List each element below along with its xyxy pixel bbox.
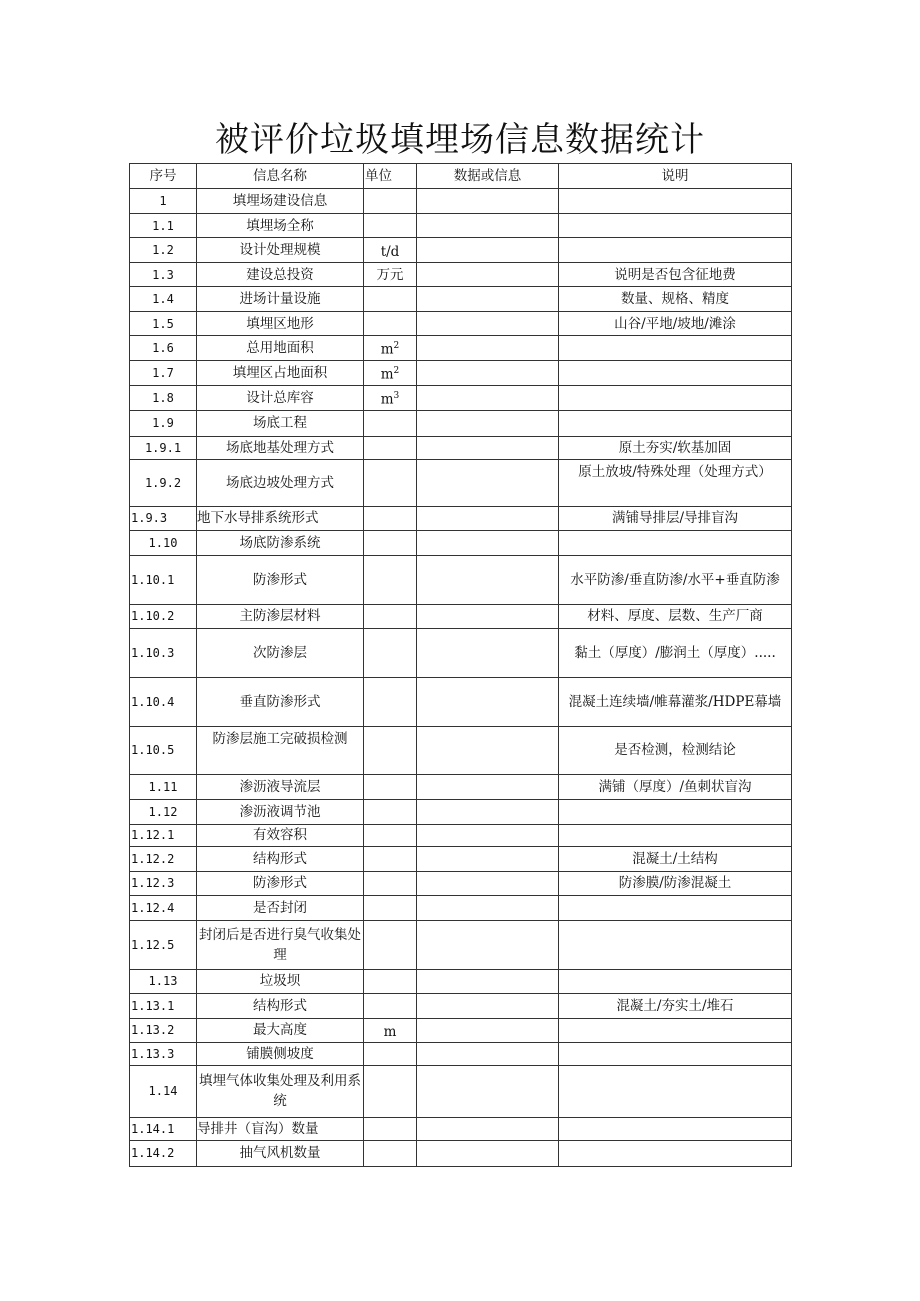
name-cell: 主防渗层材料 <box>197 604 364 628</box>
note-cell: 满铺导排层/导排盲沟 <box>559 506 792 530</box>
name-cell: 封闭后是否进行臭气收集处理 <box>197 920 364 969</box>
note-cell <box>559 1042 792 1065</box>
table-row <box>130 895 792 920</box>
seq-cell: 1.13 <box>130 969 197 993</box>
name-cell: 次防渗层 <box>197 628 364 677</box>
data-cell <box>417 555 559 604</box>
data-cell <box>417 530 559 555</box>
unit-cell <box>364 506 417 530</box>
unit-superscript: 3 <box>393 390 400 401</box>
seq-cell: 1.2 <box>130 238 197 263</box>
unit-cell <box>364 530 417 555</box>
unit-cell <box>364 189 417 214</box>
seq-cell: 1.7 <box>130 361 197 386</box>
unit-cell <box>364 895 417 920</box>
note-cell <box>559 189 792 214</box>
unit-cell <box>364 969 417 993</box>
name-cell: 场底工程 <box>197 410 364 436</box>
note-cell <box>559 336 792 361</box>
note-cell: 混凝土连续墙/帷幕灌浆/HDPE幕墙 <box>559 677 792 726</box>
unit-cell <box>364 799 417 824</box>
unit-cell <box>364 846 417 871</box>
unit-cell <box>364 410 417 436</box>
seq-cell: 1.9.3 <box>130 506 197 530</box>
table-row <box>130 824 792 846</box>
name-cell: 建设总投资 <box>197 263 364 287</box>
table-row <box>130 214 792 238</box>
data-cell <box>417 238 559 263</box>
seq-cell: 1.10.2 <box>130 604 197 628</box>
table-row <box>130 336 792 361</box>
data-cell <box>417 604 559 628</box>
seq-cell: 1.1 <box>130 214 197 238</box>
table-row <box>130 1065 792 1117</box>
unit-cell <box>364 871 417 895</box>
table-row <box>130 871 792 895</box>
unit-cell <box>364 436 417 459</box>
name-cell: 导排井（盲沟）数量 <box>197 1117 364 1140</box>
table-row <box>130 799 792 824</box>
name-cell: 有效容积 <box>197 824 364 846</box>
note-cell: 黏土（厚度）/膨润土（厚度）..... <box>559 628 792 677</box>
note-cell <box>559 385 792 410</box>
data-cell <box>417 361 559 386</box>
seq-cell: 1.10.1 <box>130 555 197 604</box>
unit-cell <box>364 677 417 726</box>
note-cell: 混凝土/土结构 <box>559 846 792 871</box>
data-cell <box>417 1140 559 1166</box>
data-cell <box>417 410 559 436</box>
seq-cell: 1.4 <box>130 287 197 312</box>
name-cell: 结构形式 <box>197 993 364 1018</box>
page-title: 被评价垃圾填埋场信息数据统计 <box>215 120 705 160</box>
table-row <box>130 189 792 214</box>
name-cell: 防渗形式 <box>197 871 364 895</box>
unit-cell <box>364 604 417 628</box>
note-cell <box>559 530 792 555</box>
data-cell <box>417 287 559 312</box>
table-row <box>130 677 792 726</box>
data-cell <box>417 436 559 459</box>
data-cell <box>417 1065 559 1117</box>
table-row <box>130 604 792 628</box>
note-cell <box>559 1140 792 1166</box>
table-row <box>130 555 792 604</box>
seq-cell: 1.10 <box>130 530 197 555</box>
unit-cell <box>364 1018 417 1042</box>
data-cell <box>417 214 559 238</box>
note-cell <box>559 410 792 436</box>
table-row <box>130 1042 792 1065</box>
data-cell <box>417 1018 559 1042</box>
unit-cell <box>364 920 417 969</box>
data-cell <box>417 726 559 774</box>
table-row <box>130 1117 792 1140</box>
table-row <box>130 1018 792 1042</box>
unit-cell <box>364 361 417 386</box>
seq-cell: 1.14.2 <box>130 1140 197 1166</box>
note-cell <box>559 969 792 993</box>
name-cell: 防渗形式 <box>197 555 364 604</box>
unit-cell <box>364 774 417 799</box>
unit-text: m <box>380 366 394 383</box>
unit-cell <box>364 312 417 336</box>
data-cell <box>417 969 559 993</box>
note-cell: 水平防渗/垂直防渗/水平+垂直防渗 <box>559 555 792 604</box>
table-row <box>130 459 792 506</box>
name-cell: 填埋气体收集处理及利用系统 <box>197 1065 364 1117</box>
note-cell: 数量、规格、精度 <box>559 287 792 312</box>
table-row <box>130 361 792 386</box>
unit-text: t/d <box>380 244 400 260</box>
data-cell <box>417 846 559 871</box>
name-cell: 场底边坡处理方式 <box>197 459 364 506</box>
table-row <box>130 506 792 530</box>
note-cell: 说明是否包含征地费 <box>559 263 792 287</box>
data-cell <box>417 677 559 726</box>
unit-cell <box>364 287 417 312</box>
note-cell: 材料、厚度、层数、生产厂商 <box>559 604 792 628</box>
note-cell <box>559 214 792 238</box>
name-cell: 进场计量设施 <box>197 287 364 312</box>
unit-cell <box>364 1117 417 1140</box>
seq-cell: 1.9 <box>130 410 197 436</box>
unit-cell <box>364 385 417 410</box>
seq-cell: 1.9.1 <box>130 436 197 459</box>
table-row <box>130 846 792 871</box>
unit-cell <box>364 555 417 604</box>
seq-cell: 1.12 <box>130 799 197 824</box>
name-cell: 最大高度 <box>197 1018 364 1042</box>
note-cell: 是否检测，检测结论 <box>559 726 792 774</box>
unit-text: m <box>383 1023 397 1040</box>
seq-cell: 1.5 <box>130 312 197 336</box>
data-cell <box>417 336 559 361</box>
data-cell <box>417 628 559 677</box>
name-cell: 结构形式 <box>197 846 364 871</box>
table-row <box>130 969 792 993</box>
unit-cell <box>364 726 417 774</box>
name-cell: 地下水导排系统形式 <box>197 506 364 530</box>
seq-cell: 1.12.3 <box>130 871 197 895</box>
table-row <box>130 436 792 459</box>
name-cell: 场底地基处理方式 <box>197 436 364 459</box>
table-row <box>130 263 792 287</box>
name-cell: 填埋区地形 <box>197 312 364 336</box>
seq-cell: 1.13.2 <box>130 1018 197 1042</box>
name-cell: 填埋区占地面积 <box>197 361 364 386</box>
note-cell <box>559 824 792 846</box>
name-cell: 设计总库容 <box>197 385 364 410</box>
header-note: 说明 <box>559 164 792 189</box>
info-table <box>129 163 792 1167</box>
name-cell: 垃圾坝 <box>197 969 364 993</box>
seq-cell: 1.14 <box>130 1065 197 1117</box>
name-cell: 垂直防渗形式 <box>197 677 364 726</box>
unit-superscript: 2 <box>393 366 400 376</box>
name-cell: 总用地面积 <box>197 336 364 361</box>
name-cell: 填埋场全称 <box>197 214 364 238</box>
unit-cell <box>364 263 417 287</box>
table-row <box>130 287 792 312</box>
seq-cell: 1.12.2 <box>130 846 197 871</box>
table-row <box>130 312 792 336</box>
data-cell <box>417 920 559 969</box>
name-cell: 渗沥液导流层 <box>197 774 364 799</box>
seq-cell: 1.11 <box>130 774 197 799</box>
data-cell <box>417 1117 559 1140</box>
header-unit: 单位 <box>364 164 417 189</box>
seq-cell: 1.10.3 <box>130 628 197 677</box>
data-cell <box>417 824 559 846</box>
data-cell <box>417 871 559 895</box>
note-cell <box>559 238 792 263</box>
note-cell <box>559 361 792 386</box>
table-row <box>130 628 792 677</box>
data-cell <box>417 189 559 214</box>
name-cell: 铺膜侧坡度 <box>197 1042 364 1065</box>
name-cell: 填埋场建设信息 <box>197 189 364 214</box>
note-cell <box>559 1065 792 1117</box>
seq-cell: 1.13.3 <box>130 1042 197 1065</box>
note-cell: 防渗膜/防渗混凝土 <box>559 871 792 895</box>
data-cell <box>417 506 559 530</box>
data-cell <box>417 312 559 336</box>
data-cell <box>417 895 559 920</box>
seq-cell: 1.12.4 <box>130 895 197 920</box>
unit-cell <box>364 824 417 846</box>
seq-cell: 1.9.2 <box>130 459 197 506</box>
note-cell: 满铺（厚度）/鱼刺状盲沟 <box>559 774 792 799</box>
seq-cell: 1.8 <box>130 385 197 410</box>
unit-text: 万元 <box>376 266 404 283</box>
header-data: 数据或信息 <box>417 164 559 189</box>
name-cell: 设计处理规模 <box>197 238 364 263</box>
note-cell <box>559 1117 792 1140</box>
note-cell: 原土夯实/软基加固 <box>559 436 792 459</box>
table-row <box>130 1140 792 1166</box>
note-cell: 山谷/平地/坡地/滩涂 <box>559 312 792 336</box>
note-cell: 原土放坡/特殊处理（处理方式） <box>559 459 792 506</box>
data-cell <box>417 774 559 799</box>
table-row <box>130 774 792 799</box>
name-cell: 抽气风机数量 <box>197 1140 364 1166</box>
seq-cell: 1.12.1 <box>130 824 197 846</box>
seq-cell: 1 <box>130 189 197 214</box>
unit-cell <box>364 1042 417 1065</box>
name-cell: 场底防渗系统 <box>197 530 364 555</box>
unit-cell <box>364 336 417 361</box>
header-row <box>130 164 792 189</box>
table-row <box>130 920 792 969</box>
table-row <box>130 410 792 436</box>
note-cell <box>559 1018 792 1042</box>
table-row <box>130 993 792 1018</box>
unit-cell <box>364 214 417 238</box>
note-cell <box>559 895 792 920</box>
seq-cell: 1.6 <box>130 336 197 361</box>
table-row <box>130 238 792 263</box>
seq-cell: 1.10.4 <box>130 677 197 726</box>
seq-cell: 1.14.1 <box>130 1117 197 1140</box>
name-cell: 是否封闭 <box>197 895 364 920</box>
note-cell: 混凝土/夯实土/堆石 <box>559 993 792 1018</box>
data-cell <box>417 459 559 506</box>
data-cell <box>417 799 559 824</box>
name-cell: 防渗层施工完破损检测 <box>197 726 364 774</box>
seq-cell: 1.10.5 <box>130 726 197 774</box>
name-cell: 渗沥液调节池 <box>197 799 364 824</box>
unit-cell <box>364 459 417 506</box>
unit-superscript: 2 <box>393 341 400 352</box>
unit-text: m <box>380 341 394 358</box>
data-cell <box>417 385 559 410</box>
seq-cell: 1.3 <box>130 263 197 287</box>
unit-cell <box>364 1065 417 1117</box>
note-cell <box>559 799 792 824</box>
table-row <box>130 530 792 555</box>
seq-cell: 1.13.1 <box>130 993 197 1018</box>
unit-cell <box>364 238 417 263</box>
header-seq: 序号 <box>130 164 197 189</box>
unit-cell <box>364 993 417 1018</box>
data-cell <box>417 1042 559 1065</box>
seq-cell: 1.12.5 <box>130 920 197 969</box>
unit-text: m <box>380 391 394 408</box>
unit-cell <box>364 1140 417 1166</box>
data-cell <box>417 993 559 1018</box>
unit-cell <box>364 628 417 677</box>
data-cell <box>417 263 559 287</box>
table-row <box>130 385 792 410</box>
table-row <box>130 726 792 774</box>
header-name: 信息名称 <box>197 164 364 189</box>
note-cell <box>559 920 792 969</box>
